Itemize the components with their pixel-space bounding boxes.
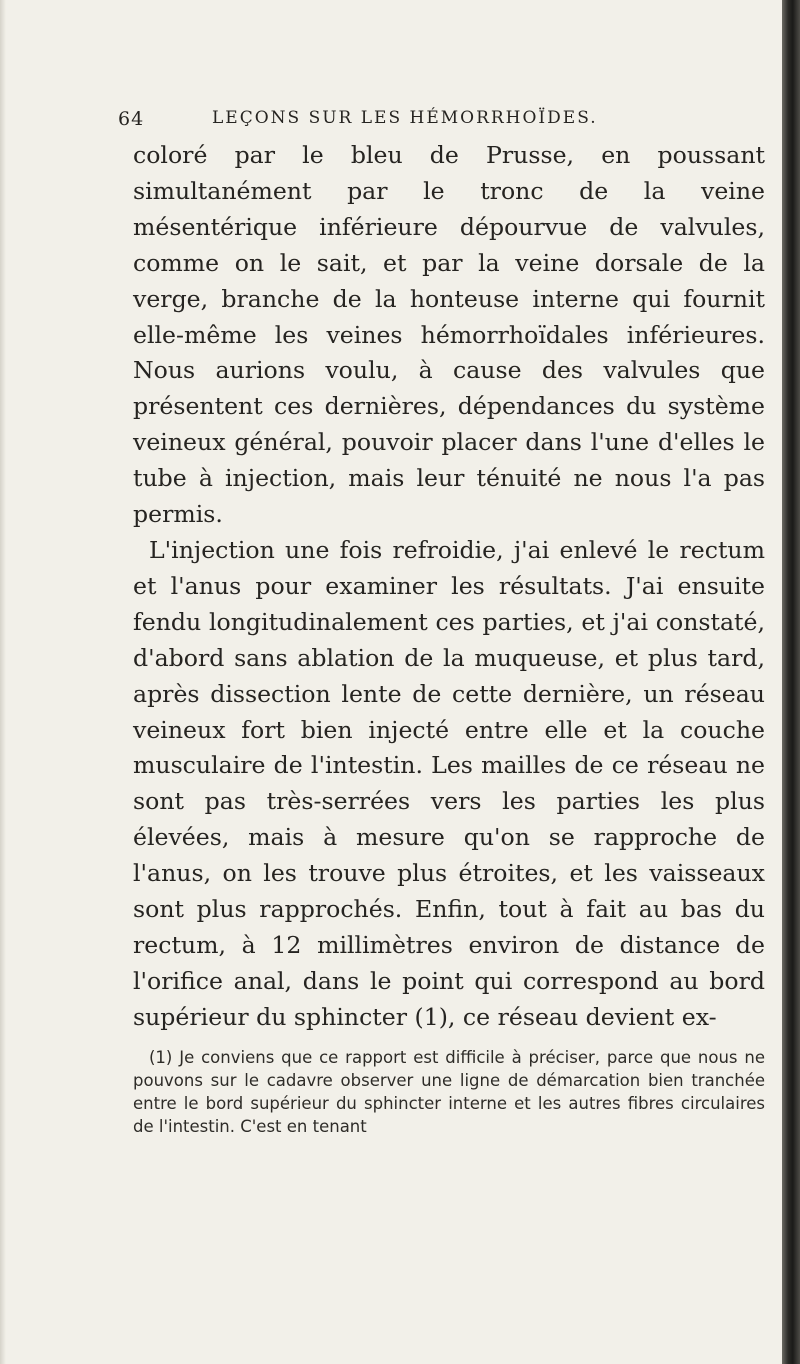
footnote-text: (1) Je conviens que ce rapport est difficile à préciser, parce que nous ne pouvons sur le cadavre observer une ligne de démarcation bien tranchée entre le bord supérieur du sphincter interne et les autres fibres circulaires de l'intestin. C'est en tenant bbox=[133, 1048, 765, 1136]
body-text bbox=[133, 138, 765, 1036]
paragraph-1: coloré par le bleu de Prusse, en poussant simultanément par le tronc de la veine mésentérique inférieure dépourvue de valvules, comme on le sait, et par la veine dorsale de la verge, branche de la honteuse interne qui fournit elle-même les veines hémorrhoïdales inférieures. Nous aurions voulu, à cause des valvules que présentent ces dernières, dépendances du système veineux général, pouvoir placer dans l'une d'elles le tube à injection, mais leur ténuité ne nous l'a pas permis. bbox=[133, 141, 765, 529]
page-gutter-shadow bbox=[0, 0, 6, 1364]
footnote bbox=[133, 1046, 765, 1138]
running-title: LEÇONS SUR LES HÉMORRHOÏDES. bbox=[212, 108, 598, 128]
page-number: 64 bbox=[118, 108, 145, 130]
book-spine-edge bbox=[782, 0, 800, 1364]
paragraph-2: L'injection une fois refroidie, j'ai enlevé le rectum et l'anus pour examiner les résultats. J'ai ensuite fendu longitudinalement ces parties, et j'ai constaté, d'abord sans ablation de la muqueuse, et plus tard, après dissection lente de cette dernière, un réseau veineux fort bien injecté entre elle et la couche musculaire de l'intestin. Les mailles de ce réseau ne sont pas très-serrées vers les parties les plus élevées, mais à mesure qu'on se rapproche de l'anus, on les trouve plus étroites, et les vaisseaux sont plus rapprochés. Enfin, tout à fait au bas du rectum, à 12 millimètres environ de distance de l'orifice anal, dans le point qui correspond au bord supérieur du sphincter (1), ce réseau devient ex- bbox=[133, 535, 765, 1031]
running-head bbox=[118, 108, 758, 138]
